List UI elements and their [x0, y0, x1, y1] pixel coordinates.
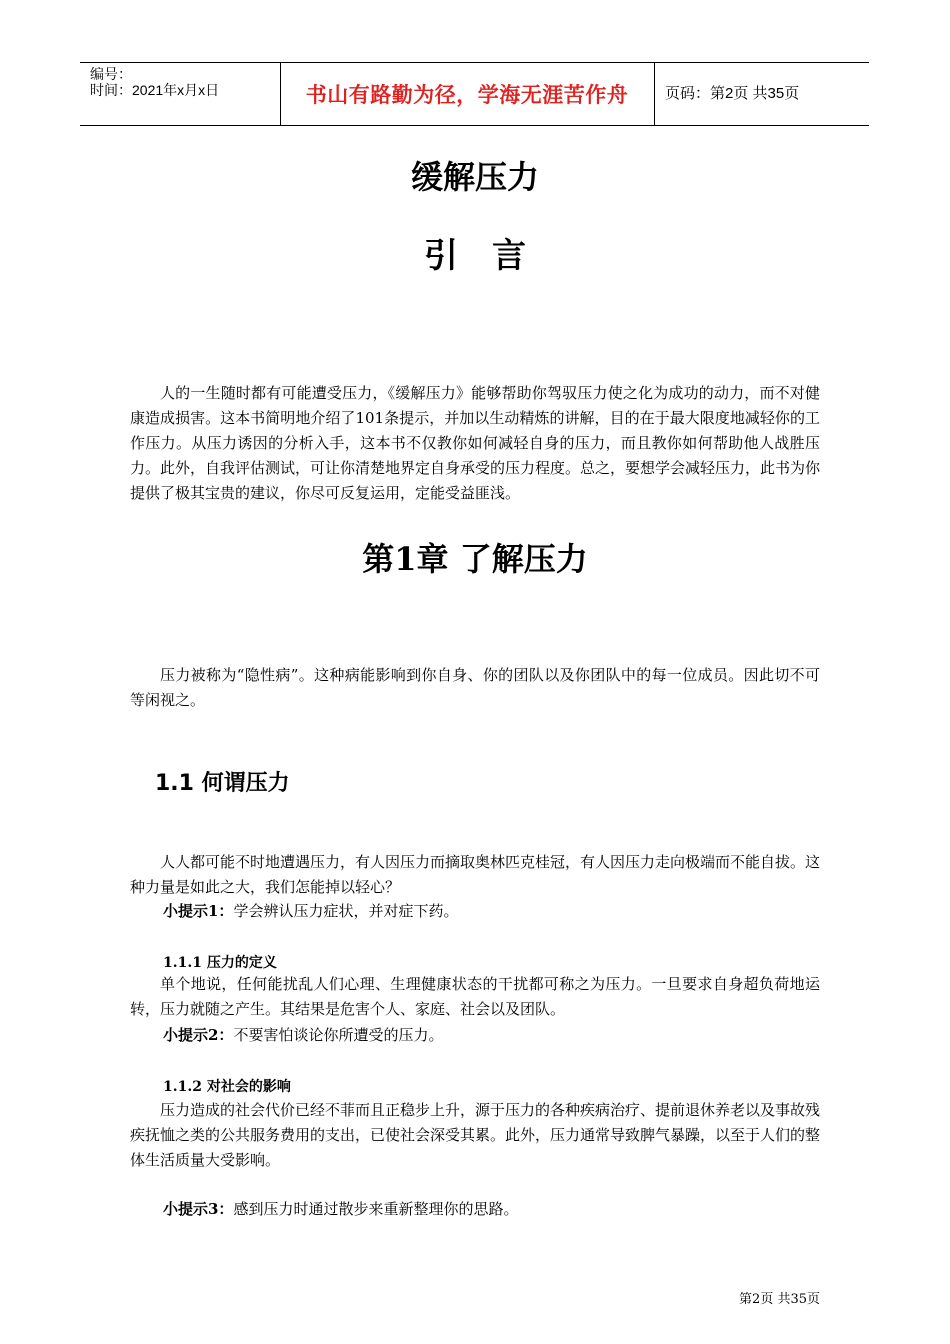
subsection-text: 压力造成的社会代价已经不菲而且正稳步上升，源于压力的各种疾病治疗、提前退休养老以及事故残疾抚恤之类的公共服务费用的支出，已使社会深受其累。此外，压力通常导致脾气暴躁，以至于人们的整体生活质量大受影响。	[130, 1101, 821, 1169]
chapter-text: 压力被称为“隐性病”。这种病能影响到你自身、你的团队以及你团队中的每一位成员。因此切不可等闲视之。	[130, 666, 820, 709]
tip-label: 小提示3：	[163, 1200, 234, 1218]
header-page-cell	[655, 63, 869, 125]
tip-2	[163, 1024, 443, 1045]
intro-title: 引 言	[424, 236, 526, 276]
section-title: 1.1 何谓压力	[155, 771, 290, 796]
section-text: 人人都可能不时地遭遇压力，有人因压力而摘取奥林匹克桂冠，有人因压力走向极端而不能自拔。这种力量是如此之大，我们怎能掉以轻心？	[130, 853, 821, 896]
intro-text: 人的一生随时都有可能遭受压力，《缓解压力》能够帮助你驾驭压力使之化为成功的动力，而不对健康造成损害。这本书简明地介绍了101条提示，并加以生动精炼的讲解，目的在于最大限度地减轻你的工作压力。从压力诱因的分析入手，这本书不仅教你如何减轻自身的压力，而且教你如何帮助他人战胜压力。此外，自我评估测试，可让你清楚地界定自身承受的压力程度。总之，要想学会减轻压力，此书为你提供了极其宝贵的建议，你尽可反复运用，定能受益匪浅。	[130, 384, 821, 502]
tip-label: 小提示1：	[163, 902, 234, 920]
tip-label: 小提示2：	[163, 1026, 234, 1044]
chapter-title: 第1章 了解压力	[362, 540, 588, 578]
doc-title: 缓解压力	[410, 158, 539, 196]
tip-text: 感到压力时通过散步来重新整理你的思路。	[233, 1200, 519, 1218]
motto: 书山有路勤为径，学海无涯苦作舟	[305, 83, 629, 107]
page-label: 页码：第2页 共35页	[665, 85, 800, 102]
tip-3	[163, 1198, 518, 1219]
header-meta	[80, 63, 281, 125]
tip-text: 学会辨认压力症状，并对症下药。	[233, 902, 459, 920]
subsection-title: 1.1.1 压力的定义	[163, 955, 277, 971]
date-label: 时间：2021年x月x日	[90, 82, 220, 98]
number-label: 编号：	[90, 66, 132, 82]
header-motto-cell	[280, 63, 655, 125]
tip-text: 不要害怕谈论你所遭受的压力。	[233, 1026, 444, 1044]
tip-1	[163, 900, 458, 921]
page-footer: 第2页 共35页	[739, 1292, 820, 1307]
page-header	[80, 62, 869, 126]
subsection-title: 1.1.2 对社会的影响	[163, 1079, 291, 1095]
subsection-text: 单个地说，任何能扰乱人们心理、生理健康状态的干扰都可称之为压力。一旦要求自身超负荷地运转，压力就随之产生。其结果是危害个人、家庭、社会以及团队。	[130, 975, 820, 1018]
